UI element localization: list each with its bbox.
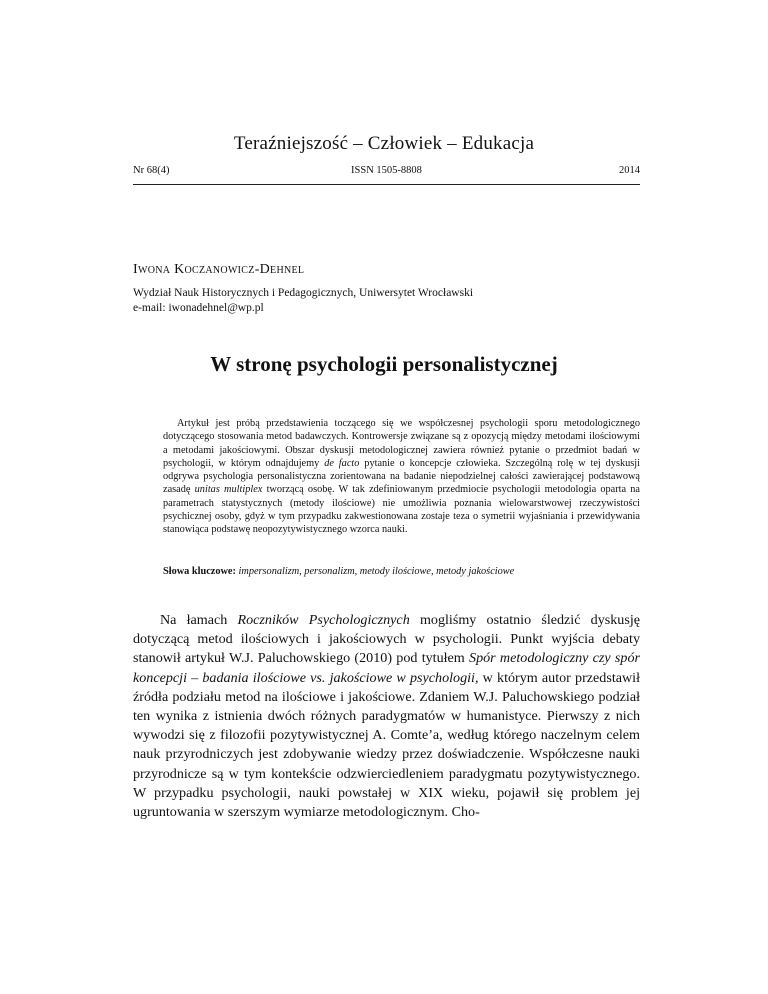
author-name: Iwona Koczanowicz-Dehnel [133, 262, 305, 277]
abstract-italic-1: de facto [324, 457, 360, 469]
abstract-text-3: tworzącą osobę. W tak zdefiniowanym przedmiocie psychologii metodologia oparta na parametrach statystycznych (metody ilościowe) nie umożliwia poznania wielowarstwowej rzeczywistości psychicznej osoby, gdyż w tym przypadku zakwestionowana zostaje teza o symetrii wyjaśniania i przewidywania stanowiąca podstawę neopozytywistycznego wzorca nauki. [163, 484, 641, 536]
body-text-1: Na łamach [160, 612, 238, 628]
body-text-2: mogliśmy ostatnio śledzić dyskusję dotyczącą metod ilościowych i jakościowych w psychologii. Punkt wyjścia debaty stanowił artykuł W.J. Paluchowskiego (2010) pod tytułem [133, 612, 640, 667]
author-affiliation: Wydział Nauk Historycznych i Pedagogicznych, Uniwersytet Wrocławski [133, 287, 474, 299]
journal-title: Teraźniejszość – Człowiek – Edukacja [233, 133, 535, 154]
issn: ISSN 1505-8808 [351, 165, 422, 176]
abstract [163, 417, 640, 537]
abstract-italic-2: unitas multiplex [194, 484, 263, 496]
publication-year: 2014 [619, 165, 640, 176]
body-italic-1: Roczników Psychologicznych [237, 612, 410, 628]
abstract-text-2: pytanie o koncepcje człowieka. Szczególną rolę w tej dyskusji odgrywa psychologia personalistyczna zorientowana na badanie niepodzielnej całości zawierającej podstawową zasadę [163, 457, 640, 496]
author-email: e-mail: iwonadehnel@wp.pl [133, 302, 264, 314]
header-divider [133, 184, 640, 185]
body-text-3: , w którym autor przedstawił źródła podziału metod na ilościowe i jakościowe. Zdaniem W.J. Paluchowskiego podział ten wynika z istnienia dwóch różnych paradygmatów w humanistyce. Pierwszy z nich wywodzi się z filozofii pozytywistycznej A. Comte’a, według którego naczelnym celem nauk przyrodniczych jest zdobywanie wiedzy przez doświadczenie. Współczesne nauki przyrodnicze są w tym kontekście odzwierciedleniem paradygmatu pozytywistycznego. W przypadku psychologii, nauki powstałej w XIX wieku, pojawił się problem jej ugruntowania w szerszym wymiarze metodologicznym. Cho- [133, 669, 641, 821]
paper-title: W stronę psychologii personalistycznej [210, 352, 558, 376]
keywords-label: Słowa kluczowe: [163, 566, 236, 577]
body-paragraph [133, 611, 640, 822]
abstract-text-1: Artykuł jest próbą przedstawienia toczącego się we współczesnej psychologii sporu metodologicznego dotyczącego stosowania metod badawczych. Kontrowersje związane są z opozycją między metodami ilościowymi a metodami jakościowymi. Obszar dyskusji metodologicznej zawiera również pytanie o przedmiot badań w psychologii, w którym odnajdujemy [163, 418, 640, 469]
keywords [163, 566, 640, 577]
body-italic-2: Spór metodologiczny czy spór koncepcji – badania ilościowe vs. jakościowe w psychologii [133, 650, 640, 686]
keywords-list: impersonalizm, personalizm, metody ilościowe, metody jakościowe [238, 566, 515, 577]
author-affiliation-block [133, 286, 473, 316]
issue-meta-row [133, 165, 640, 179]
issue-number: Nr 68(4) [133, 165, 170, 176]
